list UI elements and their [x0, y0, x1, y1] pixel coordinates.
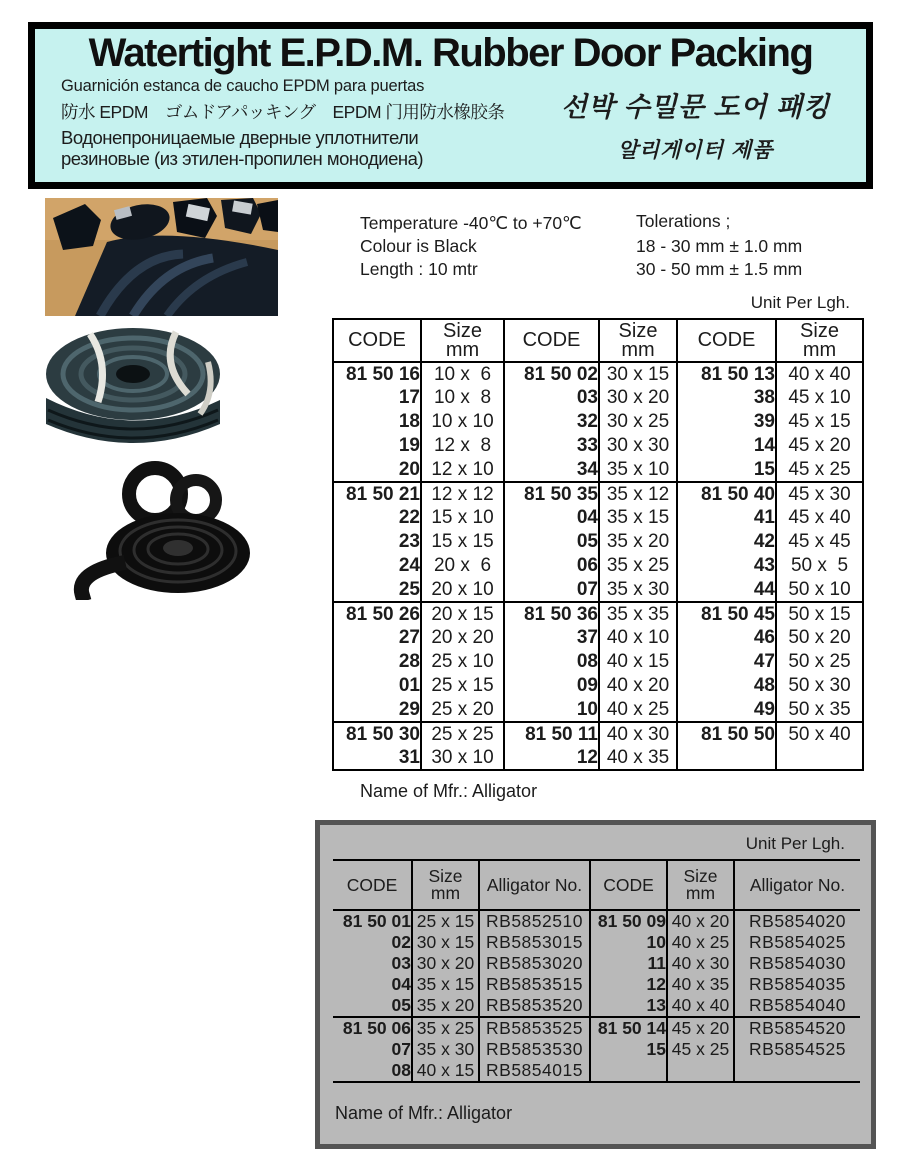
- spec-colour: Colour is Black: [360, 236, 477, 256]
- size-cell: 35 x 10: [599, 458, 677, 482]
- size-header-line1: Size: [443, 319, 482, 342]
- code-cell: 81 50 09: [590, 910, 667, 932]
- tolerations-block: [636, 210, 802, 281]
- size-cell: 45 x 25: [776, 458, 863, 482]
- code-cell: 39: [677, 410, 776, 434]
- code-cell: 81 50 16: [346, 363, 420, 385]
- alligator-no-cell: RB5854025: [734, 932, 860, 953]
- code-cell: 23: [398, 531, 420, 552]
- table-row: [333, 458, 863, 482]
- size-header: [667, 860, 734, 910]
- size-cell: 45 x 25: [667, 1039, 734, 1060]
- code-cell: [677, 746, 776, 770]
- size-cell: 35 x 20: [412, 995, 479, 1017]
- code-cell: 81 50 30: [333, 722, 421, 746]
- code-cell: 81 50 40: [677, 482, 776, 506]
- alligator-no-cell: RB5854015: [479, 1060, 590, 1082]
- main-code-table-wrap: [332, 318, 864, 771]
- alligator-no-cell: RB5854035: [734, 974, 860, 995]
- alligator-no-cell: RB5852510: [479, 910, 590, 932]
- size-cell: 25 x 10: [421, 650, 504, 674]
- alligator-no-cell: RB5853530: [479, 1039, 590, 1060]
- size-cell: 20 x 10: [421, 578, 504, 602]
- size-header-line2: mm: [430, 883, 461, 903]
- size-cell: 50 x 5: [776, 554, 863, 578]
- alligator-no-cell: RB5853020: [479, 953, 590, 974]
- code-cell: 81 50 35: [504, 482, 599, 506]
- main-code-table: [332, 318, 864, 771]
- tolerations-title: Tolerations ;: [636, 211, 731, 231]
- manufacturer-note-2: Name of Mfr.: Alligator: [335, 1103, 513, 1123]
- code-header: CODE: [333, 319, 421, 362]
- toleration-line1: 18 - 30 mm ± 1.0 mm: [636, 236, 803, 256]
- size-cell: 25 x 15: [412, 910, 479, 932]
- code-cell: 33: [504, 434, 599, 458]
- code-cell: 49: [677, 698, 776, 722]
- size-cell: 25 x 20: [421, 698, 504, 722]
- size-cell: 40 x 40: [776, 362, 863, 386]
- size-cell: 30 x 25: [599, 410, 677, 434]
- code-cell: 44: [677, 578, 776, 602]
- alligator-table-panel: [315, 820, 876, 1149]
- code-header: CODE: [590, 860, 667, 910]
- size-cell: 50 x 40: [776, 722, 863, 746]
- code-cell: 81 50 01: [342, 911, 411, 931]
- size-header-line2: mm: [621, 338, 655, 361]
- subtitle-russian-line1: Водонепроницаемые дверные уплотнители: [61, 126, 419, 148]
- table-row: [333, 698, 863, 722]
- size-cell: 12 x 8: [421, 434, 504, 458]
- size-cell: 12 x 10: [421, 458, 504, 482]
- table-row: [333, 530, 863, 554]
- size-cell: 40 x 15: [412, 1060, 479, 1082]
- size-header: [776, 319, 863, 362]
- spec-temperature: Temperature -40℃ to +70℃: [360, 213, 582, 233]
- table-row: [333, 602, 863, 626]
- size-header-line1: Size: [800, 319, 839, 342]
- alligator-no-header: Alligator No.: [734, 860, 860, 910]
- unit-per-lgh-label-1: Unit Per Lgh.: [750, 293, 850, 312]
- rubber-profiles-image: [45, 198, 278, 316]
- size-header-line1: Size: [618, 319, 658, 342]
- code-cell: 08: [504, 650, 599, 674]
- alligator-no-cell: RB5854020: [734, 910, 860, 932]
- size-cell: 15 x 15: [421, 530, 504, 554]
- size-header-line1: Size: [428, 866, 463, 886]
- table-row: [333, 482, 863, 506]
- size-cell: 45 x 30: [776, 482, 863, 506]
- size-cell: 50 x 15: [776, 602, 863, 626]
- size-cell: 30 x 20: [412, 953, 479, 974]
- size-header: [412, 860, 479, 910]
- size-cell: 35 x 25: [412, 1017, 479, 1039]
- code-cell: 81 50 14: [590, 1017, 667, 1039]
- table-row: [333, 932, 860, 953]
- size-cell: [776, 746, 863, 770]
- code-cell: 81 50 13: [677, 362, 776, 386]
- code-cell: 18: [398, 411, 420, 432]
- spec-length: Length : 10 mtr: [360, 259, 478, 279]
- table-row: [333, 1060, 860, 1082]
- size-header: [421, 319, 504, 362]
- code-cell: 02: [391, 932, 411, 952]
- size-header-line2: mm: [802, 338, 837, 361]
- code-cell: 24: [398, 555, 420, 576]
- code-cell: 41: [677, 506, 776, 530]
- code-cell: 28: [398, 651, 420, 672]
- size-header-line2: mm: [445, 338, 480, 361]
- code-cell: 10: [590, 932, 667, 953]
- table-row: [333, 434, 863, 458]
- size-cell: 50 x 10: [776, 578, 863, 602]
- code-cell: 46: [677, 626, 776, 650]
- size-cell: 50 x 25: [776, 650, 863, 674]
- alligator-no-cell: RB5853015: [479, 932, 590, 953]
- code-cell: 17: [398, 387, 420, 408]
- code-cell: 05: [504, 530, 599, 554]
- code-cell: 01: [398, 675, 420, 696]
- size-cell: 40 x 35: [667, 974, 734, 995]
- code-cell: 32: [504, 410, 599, 434]
- size-header: [599, 319, 677, 362]
- alligator-no-cell: [734, 1060, 860, 1082]
- code-cell: 04: [391, 974, 411, 994]
- code-cell: 08: [391, 1060, 411, 1080]
- alligator-table-header: [333, 860, 860, 910]
- alligator-no-cell: RB5854525: [734, 1039, 860, 1060]
- table-row: [333, 953, 860, 974]
- code-cell: 20: [398, 458, 420, 480]
- code-cell: 81 50 26: [333, 602, 421, 626]
- size-cell: 35 x 20: [599, 530, 677, 554]
- code-cell: 15: [590, 1039, 667, 1060]
- subtitle-korean-line2: 알리게이터 제품: [617, 138, 774, 162]
- product-photo-coil-bundle: [38, 322, 228, 453]
- size-cell: 40 x 40: [667, 995, 734, 1017]
- header-row: [333, 860, 860, 910]
- size-cell: 30 x 20: [599, 386, 677, 410]
- code-cell: 22: [398, 507, 420, 528]
- size-cell: 40 x 30: [599, 722, 677, 746]
- alligator-table-body: [333, 910, 860, 1082]
- code-cell: 03: [504, 386, 599, 410]
- size-cell: 50 x 30: [776, 674, 863, 698]
- size-cell: 12 x 12: [421, 482, 504, 506]
- code-cell: 81 50 50: [677, 722, 776, 746]
- size-cell: 40 x 20: [599, 674, 677, 698]
- table-row: [333, 650, 863, 674]
- header-row: [333, 319, 863, 362]
- main-table-header: [333, 319, 863, 362]
- main-table-body: [333, 362, 863, 770]
- size-cell: 45 x 10: [776, 386, 863, 410]
- code-cell: 31: [398, 746, 420, 768]
- size-cell: 35 x 15: [412, 974, 479, 995]
- alligator-no-cell: RB5853525: [479, 1017, 590, 1039]
- code-cell: 81 50 02: [504, 362, 599, 386]
- code-header: CODE: [504, 319, 599, 362]
- code-cell: 37: [504, 626, 599, 650]
- size-cell: 20 x 15: [421, 602, 504, 626]
- table-row: [333, 995, 860, 1017]
- page-title: Watertight E.P.D.M. Rubber Door Packing: [88, 31, 813, 75]
- code-cell: 81 50 06: [333, 1017, 412, 1039]
- table-row: [333, 410, 863, 434]
- code-cell: 11: [590, 953, 667, 974]
- code-cell: 12: [504, 746, 599, 770]
- size-cell: 30 x 15: [599, 362, 677, 386]
- size-cell: 45 x 40: [776, 506, 863, 530]
- code-cell: 81 50 21: [333, 482, 421, 506]
- alligator-no-cell: RB5854030: [734, 953, 860, 974]
- code-cell: 34: [504, 458, 599, 482]
- code-cell: 15: [677, 458, 776, 482]
- product-photo-unrolled-coil: [70, 450, 255, 605]
- code-cell: 47: [677, 650, 776, 674]
- size-header-line2: mm: [685, 883, 716, 903]
- size-cell: 25 x 15: [421, 674, 504, 698]
- table-row: [333, 1039, 860, 1060]
- size-cell: 20 x 20: [421, 626, 504, 650]
- table-row: [333, 626, 863, 650]
- alligator-no-cell: RB5853520: [479, 995, 590, 1017]
- code-cell: 27: [398, 627, 420, 648]
- size-cell: 35 x 35: [599, 602, 677, 626]
- subtitle-korean-line1: 선박 수밀문 도어 패킹: [560, 91, 831, 122]
- table-row: [333, 746, 863, 770]
- size-cell: 20 x 6: [421, 554, 504, 578]
- size-cell: 45 x 45: [776, 530, 863, 554]
- size-cell: 50 x 35: [776, 698, 863, 722]
- alligator-code-table: [333, 859, 860, 1083]
- code-cell: 81 50 36: [504, 602, 599, 626]
- toleration-line2: 30 - 50 mm ± 1.5 mm: [636, 259, 803, 279]
- size-cell: 30 x 30: [599, 434, 677, 458]
- header-subtitles-left: [61, 77, 531, 169]
- size-cell: 40 x 10: [599, 626, 677, 650]
- alligator-no-cell: RB5854040: [734, 995, 860, 1017]
- header-subtitles-right: [531, 77, 860, 169]
- size-cell: 35 x 12: [599, 482, 677, 506]
- code-cell: 06: [504, 554, 599, 578]
- code-cell: 38: [677, 386, 776, 410]
- table-row: [333, 1017, 860, 1039]
- code-cell: 07: [504, 578, 599, 602]
- size-cell: 25 x 25: [421, 722, 504, 746]
- subtitle-japanese-chinese: 防水 EPDM ゴムドアパッキング EPDM 门用防水橡胶条: [61, 101, 505, 122]
- size-cell: 45 x 20: [776, 434, 863, 458]
- size-cell: 10 x 10: [421, 410, 504, 434]
- size-cell: 35 x 30: [412, 1039, 479, 1060]
- code-cell: 10: [504, 698, 599, 722]
- code-cell: 29: [398, 698, 420, 720]
- unrolled-coil-image: [70, 450, 255, 600]
- code-cell: 25: [398, 578, 420, 600]
- code-cell: 81 50 11: [504, 722, 599, 746]
- size-cell: 40 x 35: [599, 746, 677, 770]
- code-cell: 81 50 45: [677, 602, 776, 626]
- code-cell: 04: [504, 506, 599, 530]
- table-row: [333, 506, 863, 530]
- alligator-no-cell: RB5854520: [734, 1017, 860, 1039]
- size-cell: 50 x 20: [776, 626, 863, 650]
- size-cell: 45 x 20: [667, 1017, 734, 1039]
- manufacturer-note-1: Name of Mfr.: Alligator: [360, 781, 538, 801]
- code-cell: 07: [391, 1039, 411, 1059]
- size-cell: 35 x 30: [599, 578, 677, 602]
- code-cell: 12: [590, 974, 667, 995]
- code-header: CODE: [333, 860, 412, 910]
- size-cell: 15 x 10: [421, 506, 504, 530]
- size-cell: 40 x 20: [667, 910, 734, 932]
- code-cell: 14: [677, 434, 776, 458]
- alligator-no-cell: RB5853515: [479, 974, 590, 995]
- size-cell: 30 x 15: [412, 932, 479, 953]
- header-banner: [28, 22, 873, 189]
- table-row: [333, 362, 863, 386]
- size-header-line1: Size: [683, 866, 718, 886]
- table-row: [333, 386, 863, 410]
- code-cell: 43: [677, 554, 776, 578]
- subtitle-russian-line2: резиновые (из этилен-пропилен монодиена): [61, 147, 424, 169]
- table-row: [333, 910, 860, 932]
- size-cell: 40 x 25: [667, 932, 734, 953]
- code-cell: [590, 1060, 667, 1082]
- code-header: CODE: [677, 319, 776, 362]
- table-row: [333, 674, 863, 698]
- size-cell: 30 x 10: [421, 746, 504, 770]
- code-cell: 03: [391, 953, 411, 973]
- size-cell: 45 x 15: [776, 410, 863, 434]
- table-row: [333, 554, 863, 578]
- code-cell: 05: [391, 995, 411, 1015]
- size-cell: 40 x 15: [599, 650, 677, 674]
- product-specs: [360, 212, 582, 281]
- code-cell: 19: [398, 435, 420, 456]
- alligator-no-header: Alligator No.: [479, 860, 590, 910]
- product-photo-rubber-profiles: [45, 198, 278, 321]
- size-cell: 35 x 15: [599, 506, 677, 530]
- size-cell: 40 x 30: [667, 953, 734, 974]
- size-cell: [667, 1060, 734, 1082]
- unit-per-lgh-label-2: Unit Per Lgh.: [745, 834, 845, 853]
- subtitle-spanish: Guarnición estanca de caucho EPDM para puertas: [61, 76, 425, 95]
- coil-bundle-image: [38, 322, 228, 448]
- table-row: [333, 974, 860, 995]
- size-cell: 10 x 8: [421, 386, 504, 410]
- table-row: [333, 722, 863, 746]
- code-cell: 13: [590, 995, 667, 1017]
- code-cell: 42: [677, 530, 776, 554]
- size-cell: 10 x 6: [421, 362, 504, 386]
- size-cell: 40 x 25: [599, 698, 677, 722]
- table-row: [333, 578, 863, 602]
- code-cell: 09: [504, 674, 599, 698]
- header-subtitles: [41, 77, 860, 169]
- code-cell: 48: [677, 674, 776, 698]
- size-cell: 35 x 25: [599, 554, 677, 578]
